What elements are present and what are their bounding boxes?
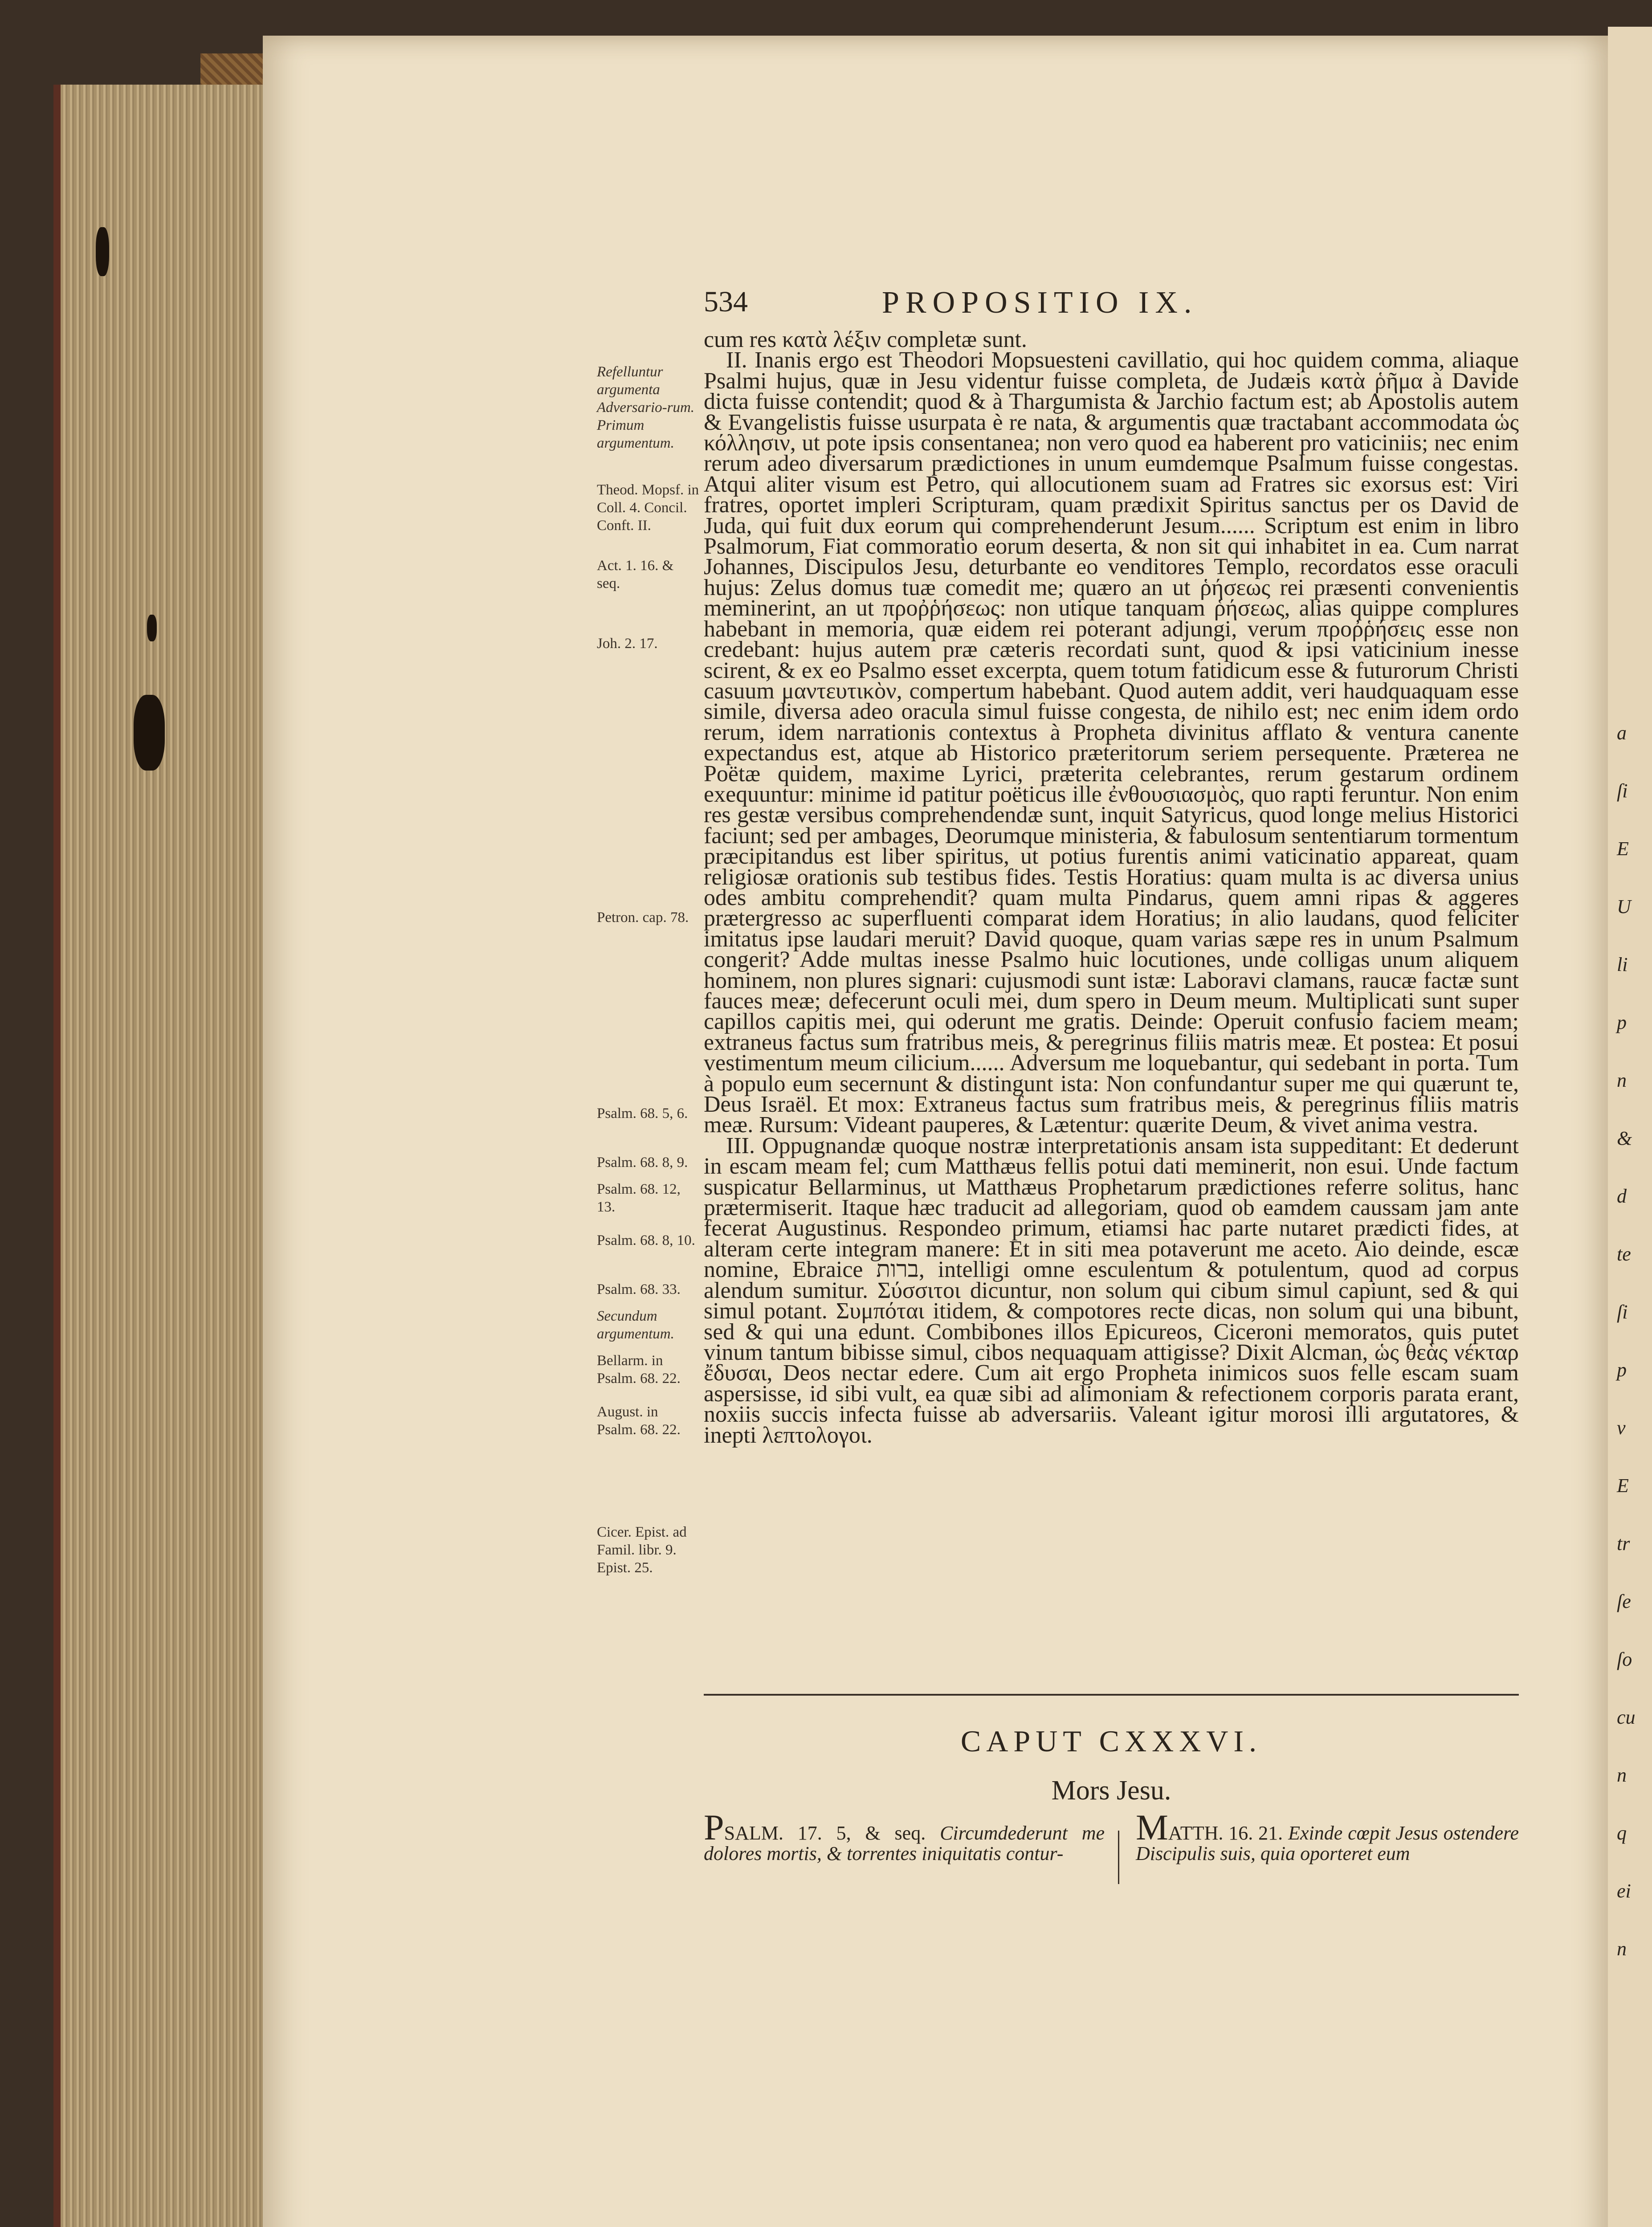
facing-page-fragment: U <box>1617 896 1631 918</box>
margin-note: Bellarm. in Psalm. 68. 22. <box>597 1353 681 1387</box>
margin-note: Psalm. 68. 12, 13. <box>597 1181 681 1215</box>
facing-page-fragment: n <box>1617 1069 1627 1091</box>
ink-stain <box>134 695 165 771</box>
chapter-title: CAPUT CXXXVI. <box>960 1724 1262 1758</box>
margin-note: Theod. Mopsf. in Coll. 4. Concil. Conft. II. <box>597 482 699 534</box>
chapter-subtitle: Mors Jesu. <box>1051 1775 1171 1806</box>
page-header <box>704 285 1532 325</box>
facing-page-fragment: E <box>1617 838 1629 860</box>
facing-page-fragment: n <box>1617 1938 1627 1960</box>
paragraph: III. Oppugnandæ quoque nostræ interpretationis ansam ista suppeditant: Et dederunt in escam meam fel; cum Matthæus fellis potui dati meminerit, non esui. Unde factum suspicatur Bellarminus, ut Matthæus Prophetarum prædictiones referre solitus, hanc prætermiserit. Itaque hæc traducit ad allegoriam, quod ob eamdem caussam jam ante fecerat Augustinus. Respondeo primum, etiamsi hac parte nutaret prædicti fides, at alteram certe integram manere: Et in siti mea potaverunt me aceto. Aio deinde, escæ nomine, Ebraice ברות, intelligi omne esculentum & potulentum, quod ad corpus alendum sumitur. Σύσσιτοι dicuntur, non solum qui cibum simul capiunt, sed & qui simul potant. Συμπόται itidem, & compotores recte dicas, non solum qui una bibunt, sed & qui una edunt. Combibones illos Epicureos, Ciceroni memoratos, quis putet vinum tantum bibisse simul, cibos nequaquam attigisse? Dixit Alcman, ὡς θεὰς νέκταρ ἔδυσαι, Deos nectar edere. Cum ait ergo Propheta inimicos suos felle escam suam aspersisse, id sibi vult, ea quæ sibi ad alimoniam & refectionem corporis parata erant, noxiis succis infecta fuisse ab adversariis. Valeant igitur morosi illi argutatores, & inepti λεπτολογοι. <box>704 1133 1519 1448</box>
facing-page-fragment: li <box>1617 954 1628 975</box>
column-reference: ATTH. 16. 21. <box>1168 1822 1283 1844</box>
main-text <box>704 327 1519 1448</box>
facing-page-fragment: d <box>1617 1185 1627 1207</box>
margin-note: Act. 1. 16. & seq. <box>597 558 674 591</box>
margin-note: August. in Psalm. 68. 22. <box>597 1404 681 1438</box>
facing-page-fragment: q <box>1617 1822 1627 1844</box>
margin-note: Psalm. 68. 5, 6. <box>597 1105 688 1122</box>
column-text: Exinde cœpit Jesus ostendere Discipulis suis, quia oporteret eum <box>1136 1822 1519 1864</box>
facing-page-fragment: ſi <box>1617 1301 1628 1323</box>
margin-note: Psalm. 68. 8, 9. <box>597 1154 688 1171</box>
facing-page-fragment: E <box>1617 1475 1629 1497</box>
facing-page-fragment: tr <box>1617 1533 1630 1554</box>
facing-page-fragment: p <box>1617 1012 1627 1033</box>
facing-page-fragment: n <box>1617 1764 1627 1786</box>
running-title: PROPOSITIO IX. <box>882 286 1198 320</box>
facing-page-fragment: ſe <box>1617 1591 1631 1612</box>
column-reference: SALM. 17. 5, & seq. <box>724 1822 926 1844</box>
margin-note: Psalm. 68. 8, 10. <box>597 1232 695 1248</box>
paragraph: II. Inanis ergo est Theodori Mopsuesteni cavillatio, qui hoc quidem comma, aliaque Psalmi hujus, quæ in Jesu videntur fuisse completa, de Judæis κατὰ ῥῆμα à Davide dicta fuisse contendit; quod & à Thargumista & Jarchio factum est; ab Apostolis autem & Evangelistis fuisse usurpata è re nata, & argumentis quæ tractabant accommodata ὡς κόλλησιν, ut pote ipsis consentanea; non vero quod ea haberent pro vaticiniis; nec enim rerum adeo diversarum prædictiones in unum eumdemque Psalmum fuisse congestas. Atqui aliter visum est Petro, qui allocutionem suam ad Fratres sic exorsus est: Viri fratres, oportet impleri Scripturam, quam prædixit Spiritus sanctus per os David de Juda, qui fuit dux eorum qui comprehenderunt Jesum...... Scriptum est enim in libro Psalmorum, Fiat commoratio eorum deserta, & non sit qui inhabitet in ea. Cum narrat Johannes, Discipulos Jesu, deturbante eo venditores Templo, recordatos esse oraculi hujus: Zelus domus tuæ comedit me; quæro an ut ῥήσεως rei præsenti convenientis meminerint, an ut προῤῥήσεως: non utique tanquam ῥήσεως, alias quippe complures habebant in memoria, quæ eidem rei poterant adjungi, verum προῤῥήσεις esse non credebant: hujus autem præ cæteris recordati sunt, quod & ipsi vaticinium inesse scirent, & ex eo Psalmo esset excerpta, quem totum fatidicum esse & futurorum Christi casuum μαντευτικὸν, compertum habebant. Quod autem addit, veri haudquaquam esse simile, diversa adeo oracula simul fuisse congesta, de nihilo est; nec enim idem ordo rerum, idem narrationis contextus à Propheta divinitus afflato & ventura canente expectandus est, atque ab Historico præteritorum seriem persequente. Præterea ne Poëtæ quidem, maxime Lyrici, præterita celebrantes, rerum gestarum ordinem exequuntur: minime id patitur poëticus ille ἐνθουσιασμὸς, quo rapti feruntur. Non enim res gestæ versibus comprehendendæ sunt, inquit Satyricus, quod longe melius Historici faciunt; sed per ambages, Deorumque ministeria, & fabulosum sententiarum tormentum præcipitandus est liber spiritus, ut potius furentis animi vaticinatio appareat, quam religiosæ orationis sub testibus fides. Testis Horatius: quam multa is ac diversa unius odes ambitu comprehendit? quam multa Pindarus, quem amni ripas & aggeres prætergresso ac superfluenti comparat idem Horatius; in alio laudans, quod feliciter imitatus ipse laudari meruit? David quoque, quam varias sæpe res in unum Psalmum congerit? Adde multas inesse Psalmo huic locutiones, unde colligas unum aliquem hominem, non plures signari: cujusmodi sunt istæ: Laboravi clamans, raucæ factæ sunt fauces meæ; defecerunt oculi mei, dum spero in Deum meum. Multiplicati sunt super capillos capitis mei, qui oderunt me gratis. Deinde: Operuit confusio faciem meam; extraneus factus sum fratribus meis, & peregrinus filiis matris meæ. Et postea: Et posui vestimentum meum cilicium...... Adversum me loquebantur, qui sedebant in porta. Tum à populo eum secernunt & distingunt ista: Non confundantur super me qui quærunt te, Deus Israël. Et mox: Extraneus factus sum fratribus meis, & peregrinus filiis matris meæ. Rursum: Videant pauperes, & Lætentur: quærite Deum, & vivet anima vestra. <box>704 347 1519 1138</box>
facing-page-fragment: cu <box>1617 1706 1636 1728</box>
drop-cap: M <box>1136 1807 1168 1848</box>
facing-page-fragment: ſi <box>1617 780 1628 802</box>
facing-page-edge <box>1608 27 1652 2227</box>
margin-note: Psalm. 68. 33. <box>597 1281 681 1297</box>
paragraph: cum res κατὰ λέξιν completæ sunt. <box>704 327 1027 352</box>
left-column <box>704 1807 1105 1864</box>
facing-page-fragment: ſo <box>1617 1648 1632 1670</box>
margin-note: Joh. 2. 17. <box>597 636 658 652</box>
facing-page-fragment: ei <box>1617 1880 1631 1902</box>
facing-page-fragment: p <box>1617 1359 1627 1381</box>
page-edges <box>53 85 270 2227</box>
margin-note: Refelluntur argumenta Adversario-rum. Primum argumentum. <box>597 364 695 451</box>
column-text: Circumdederunt me dolores mortis, & torrentes iniquitatis contur- <box>704 1822 1105 1864</box>
section-rule <box>704 1694 1519 1696</box>
facing-page-fragment: & <box>1617 1127 1632 1149</box>
ink-stain <box>96 227 109 276</box>
margin-note: Secundum argumentum. <box>597 1308 674 1342</box>
column-divider <box>1118 1831 1119 1884</box>
drop-cap: P <box>704 1807 724 1848</box>
page-number: 534 <box>704 286 748 318</box>
facing-page-fragment: a <box>1617 722 1627 744</box>
facing-page-fragment: te <box>1617 1243 1631 1265</box>
facing-page-fragment: v <box>1617 1417 1626 1439</box>
margin-note: Petron. cap. 78. <box>597 910 689 926</box>
ink-stain <box>147 615 157 641</box>
right-column <box>1136 1807 1519 1864</box>
margin-note: Cicer. Epist. ad Famil. libr. 9. Epist. 25. <box>597 1524 687 1576</box>
